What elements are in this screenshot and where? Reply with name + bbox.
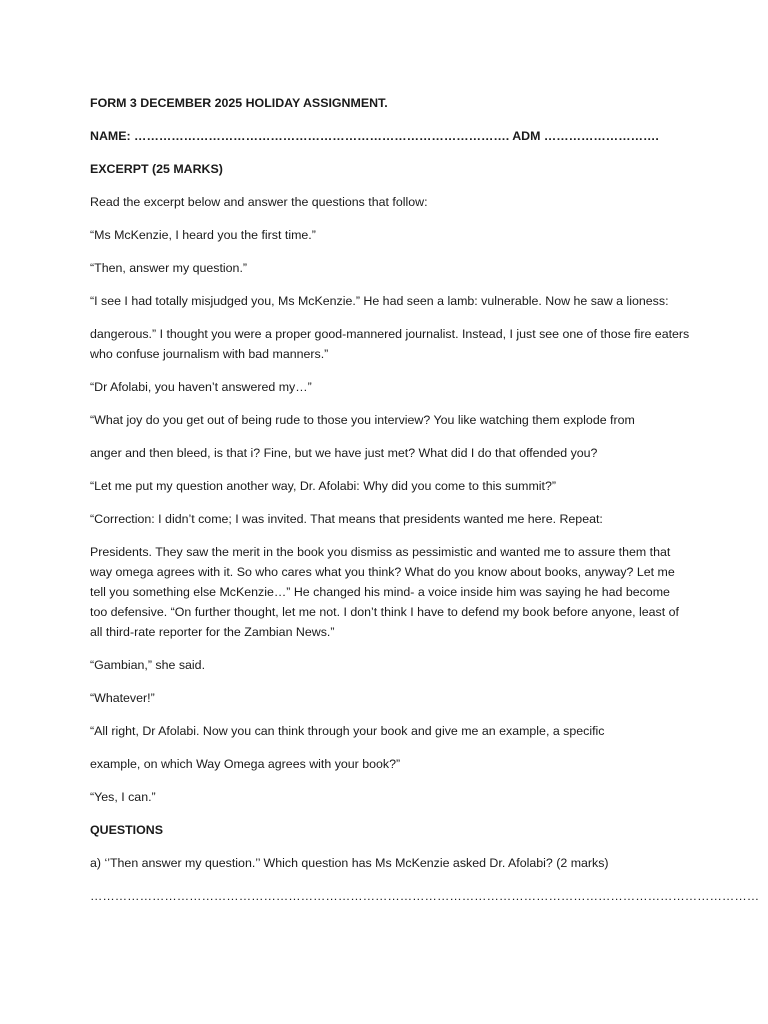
answer-line: ……………………………………………………………………………………………………………………………………………… [90, 889, 760, 903]
excerpt-paragraph-2: “Then, answer my question.” [90, 261, 248, 275]
excerpt-paragraph-8: “Gambian,” she said. [90, 658, 206, 672]
excerpt-paragraph-6: “Let me put my question another way, Dr. Afolabi: Why did you come to this summit?” [90, 479, 556, 493]
name-adm-line: NAME: ………………………………………………………………………………. ADM ………………………. [90, 129, 659, 143]
assignment-body [90, 93, 760, 906]
excerpt-paragraph-4: “Dr Afolabi, you haven’t answered my…” [90, 380, 312, 394]
excerpt-paragraph-10a: “All right, Dr Afolabi. Now you can think through your book and give me an example, a specific [90, 724, 605, 738]
excerpt-paragraph-9: “Whatever!” [90, 691, 155, 705]
excerpt-paragraph-7b: Presidents. They saw the merit in the book you dismiss as pessimistic and wanted me to assure them that way omega agrees with it. So who cares what you think? What do you know about books, anyway? Let me tell you something else McKenzie…” He changed his mind- a voice inside him was saying he had become too defensive. “On further thought, let me not. I don’t think I have to defend my book before anyone, least of all third-rate reporter for the Zambian News.” [90, 545, 679, 639]
excerpt-paragraph-10b: example, on which Way Omega agrees with your book?” [90, 757, 401, 771]
excerpt-paragraph-5b: anger and then bleed, is that i? Fine, but we have just met? What did I do that offended you? [90, 446, 598, 460]
question-a: a) ‘’Then answer my question.’’ Which question has Ms McKenzie asked Dr. Afolabi? (2 marks) [90, 856, 609, 870]
excerpt-paragraph-5a: “What joy do you get out of being rude to those you interview? You like watching them explode from [90, 413, 635, 427]
excerpt-heading: EXCERPT (25 MARKS) [90, 162, 223, 176]
excerpt-paragraph-11: “Yes, I can.” [90, 790, 156, 804]
excerpt-paragraph-7a: “Correction: I didn’t come; I was invited. That means that presidents wanted me here. Repeat: [90, 512, 603, 526]
excerpt-paragraph-3a: “I see I had totally misjudged you, Ms McKenzie.” He had seen a lamb: vulnerable. Now he saw a lioness: [90, 294, 669, 308]
questions-heading: QUESTIONS [90, 823, 163, 837]
instruction-text: Read the excerpt below and answer the questions that follow: [90, 195, 428, 209]
excerpt-paragraph-1: “Ms McKenzie, I heard you the first time.” [90, 228, 316, 242]
assignment-title: FORM 3 DECEMBER 2025 HOLIDAY ASSIGNMENT. [90, 96, 388, 110]
excerpt-paragraph-3b: dangerous.” I thought you were a proper good-mannered journalist. Instead, I just see one of those fire eaters who confuse journalism with bad manners.” [90, 327, 690, 361]
